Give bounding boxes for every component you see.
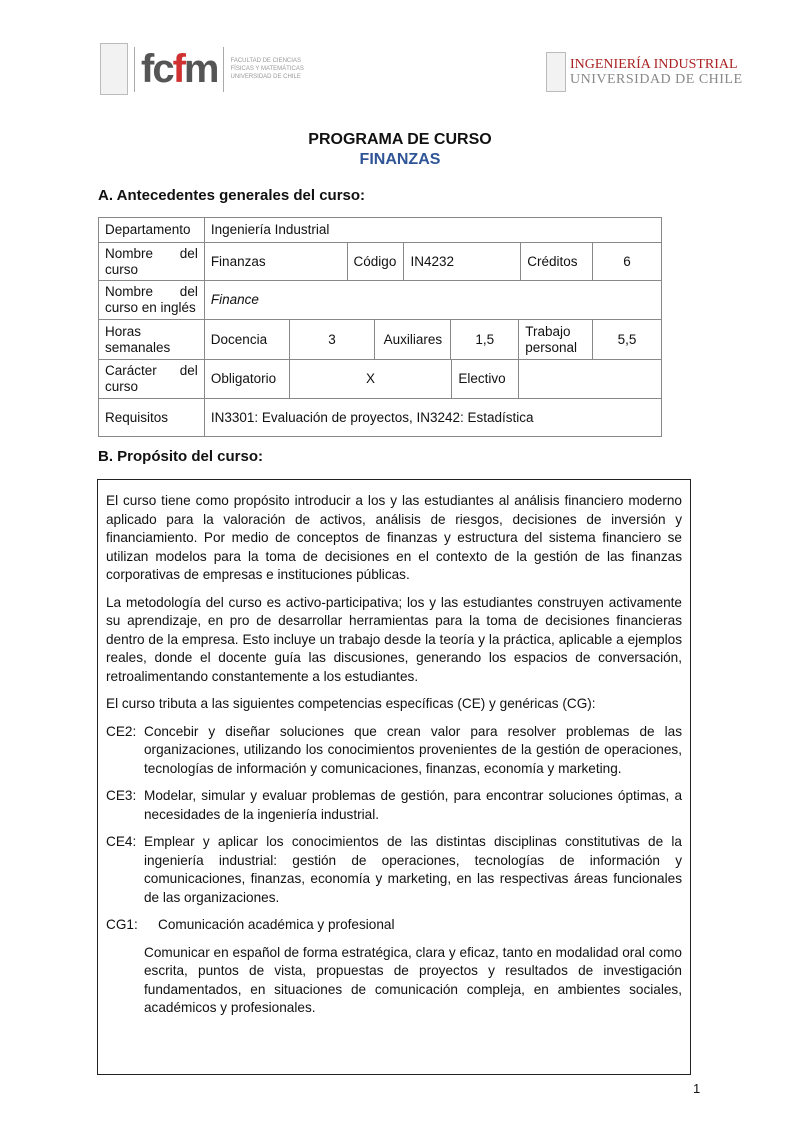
table-row: Nombre del curso en inglés Finance bbox=[98, 281, 662, 320]
table-row: Nombre del curso Finanzas Código IN4232 Créditos 6 bbox=[98, 243, 662, 281]
table-row: Departamento Ingeniería Industrial bbox=[98, 218, 662, 243]
competency-item: CE2: Concebir y diseñar soluciones que crean valor para resolver problemas de las organizaciones, utilizando los conocimientos provenientes de la gestión de operaciones, tecnologías de información y comunicaciones, finanzas, economía y marketing. bbox=[106, 723, 682, 776]
course-name-title: FINANZAS bbox=[359, 151, 441, 168]
table-row: Carácter del curso Obligatorio X Electivo bbox=[98, 360, 662, 399]
section-b-heading: B. Propósito del curso: bbox=[98, 448, 264, 465]
competency-item: CE3: Modelar, simular y evaluar problemas de gestión, para encontrar soluciones óptimas, a necesidades de la ingeniería industrial. bbox=[106, 788, 682, 822]
page-title: PROGRAMA DE CURSO bbox=[308, 131, 492, 148]
purpose-box: El curso tiene como propósito introducir a los y las estudiantes al análisis financiero moderno aplicado para la valoración de activos, análisis de riesgos, decisiones de inversión y financiamiento. Por medio de conceptos de finanzas y estructura del sistema financiero se utilizan modelos para la toma de decisiones en el contexto de la gestión de las finanzas corporativas de empresas e instituciones públicas. La metodología del curso es activo-participativa; los y las estudiantes construyen activamente su aprendizaje, en pro de desarrollar herramientas para la toma de decisiones financieras dentro de la empresa. Esto incluye un trabajo desde la teoría y la práctica, aplicable a ejemplos reales, donde el docente guía las discusiones, generando los espacios de conversación, retroalimentando constantemente a los estudiantes. El curso tributa a las siguientes competencias específicas (CE) y genéricas (CG): CE2: Concebir y diseñar soluciones que crean valor para resolver problemas de las organizaciones, utilizando los conocimientos provenientes de la gestión de operaciones, tecnologías de información y comunicaciones, finanzas, economía y marketing. CE3: Modelar, simular y evaluar problemas de gestión, para encontrar soluciones óptimas, a necesidades de la ingeniería industrial. CE4: Emplear y aplicar los conocimientos de las distintas disciplinas constitutivas de la ingeniería industrial: gestión de operaciones, tecnologías de información y comunicaciones, finanzas, economía y marketing, en las respectivas áreas funcionales de las organizaciones. CG1: Comunicación académica y profesional Comunicar en español de forma estratégica, clara y eficaz, tanto en modalidad oral como escrita, puntos de vista, propuestas de proyectos y resultados de investigación fundamentados, en situaciones de comunicación compleja, en ambientes sociales, académicos y profesionales. bbox=[97, 479, 691, 1075]
fcfm-logo: fcfm FACULTAD DE CIENCIAS FÍSICAS Y MATEMÁTICAS UNIVERSIDAD DE CHILE bbox=[100, 38, 312, 100]
course-info-table bbox=[98, 217, 662, 437]
competency-item: CE4: Emplear y aplicar los conocimientos de las distintas disciplinas constitutivas de la ingeniería industrial: gestión de operaciones, tecnologías de información y comunicaciones, finanzas, economía y marketing, en las respectivas áreas funcionales de las organizaciones. bbox=[106, 834, 682, 905]
cg1-description: Comunicar en español de forma estratégica, clara y eficaz, tanto en modalidad oral como escrita, puntos de vista, propuestas de proyectos y resultados de investigación fundamentados, en situaciones de comunicación compleja, en ambientes sociales, académicos y profesionales. bbox=[144, 944, 682, 1015]
page-number: 1 bbox=[693, 1081, 701, 1096]
ingenieria-industrial-logo: INGENIERÍA INDUSTRIAL UNIVERSIDAD DE CHILE bbox=[546, 52, 743, 92]
table-row: Requisitos IN3301: Evaluación de proyectos, IN3242: Estadística bbox=[98, 399, 662, 437]
competency-item: CG1: Comunicación académica y profesional bbox=[106, 917, 395, 932]
table-row: Horas semanales Docencia 3 Auxiliares 1,5 Trabajo personal 5,5 bbox=[98, 320, 662, 360]
section-a-heading: A. Antecedentes generales del curso: bbox=[98, 187, 366, 204]
university-crest-icon bbox=[100, 43, 128, 95]
university-crest-icon bbox=[546, 52, 566, 92]
